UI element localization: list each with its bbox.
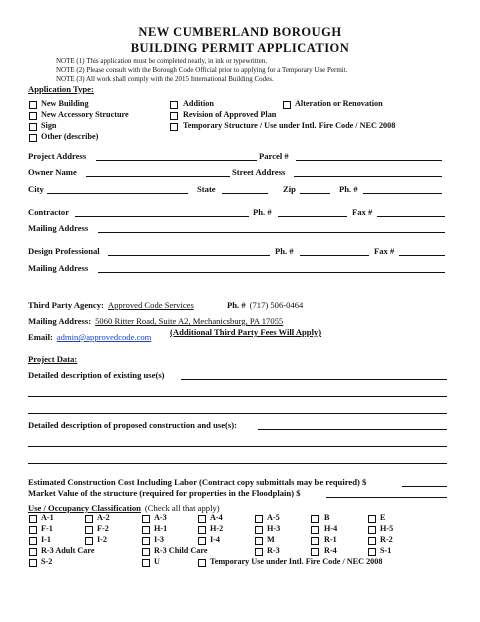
third-party-email-label: Email: <box>28 332 53 342</box>
use-a5-checkbox[interactable] <box>255 515 263 523</box>
use-i1-label: I-1 <box>41 535 52 544</box>
contractor-mailing-input[interactable] <box>98 232 445 233</box>
cost-input[interactable] <box>402 486 447 487</box>
use-a3-checkbox[interactable] <box>142 515 150 523</box>
use-e-label: E <box>380 513 386 522</box>
existing-use-input-2[interactable] <box>28 396 447 397</box>
use-u-label: U <box>154 557 160 566</box>
revision-label: Revision of Approved Plan <box>183 110 277 119</box>
use-e-checkbox[interactable] <box>368 515 376 523</box>
use-m-label: M <box>267 535 275 544</box>
use-f1-checkbox[interactable] <box>29 526 37 534</box>
use-a2-checkbox[interactable] <box>85 515 93 523</box>
use-temporary-label: Temporary Use under Intl. Fire Code / NEC 2008 <box>210 557 383 566</box>
city-label: City <box>28 184 44 194</box>
contractor-fax-label: Fax # <box>352 207 373 217</box>
use-f1-label: F-1 <box>41 524 53 533</box>
form-title: NEW CUMBERLAND BOROUGH <box>138 25 342 39</box>
new-accessory-checkbox[interactable] <box>29 112 37 120</box>
use-classification-heading: Use / Occupancy Classification <box>28 503 141 513</box>
state-input[interactable] <box>222 193 268 194</box>
use-h2-checkbox[interactable] <box>198 526 206 534</box>
design-mailing-label: Mailing Address <box>28 263 89 273</box>
use-r3-checkbox[interactable] <box>255 548 263 556</box>
project-address-input[interactable] <box>96 160 257 161</box>
use-b-label: B <box>324 513 330 522</box>
contractor-fax-input[interactable] <box>377 216 445 217</box>
use-h5-label: H-5 <box>380 524 394 533</box>
use-a4-label: A-4 <box>210 513 223 522</box>
third-party-agency-value: Approved Code Services <box>107 300 194 310</box>
proposed-use-input-1[interactable] <box>258 429 447 430</box>
market-input[interactable] <box>326 497 447 498</box>
sign-checkbox[interactable] <box>29 123 37 131</box>
project-address-label: Project Address <box>28 151 87 161</box>
use-h2-label: H-2 <box>210 524 224 533</box>
application-type-heading: Application Type: <box>28 84 94 94</box>
use-h1-checkbox[interactable] <box>142 526 150 534</box>
existing-use-input-3[interactable] <box>28 413 447 414</box>
use-r3-label: R-3 <box>267 546 280 555</box>
use-a5-label: A-5 <box>267 513 280 522</box>
contractor-mailing-label: Mailing Address <box>28 223 89 233</box>
use-r3-child-care-checkbox[interactable] <box>142 548 150 556</box>
use-f2-checkbox[interactable] <box>85 526 93 534</box>
owner-name-label: Owner Name <box>28 167 77 177</box>
street-address-label: Street Address <box>232 167 286 177</box>
sign-label: Sign <box>41 121 57 130</box>
other-label: Other (describe) <box>41 132 99 141</box>
form-subtitle: BUILDING PERMIT APPLICATION <box>130 41 350 55</box>
street-address-input[interactable] <box>294 176 442 177</box>
state-label: State <box>197 184 216 194</box>
alteration-checkbox[interactable] <box>283 101 291 109</box>
use-f2-label: F-2 <box>97 524 109 533</box>
parcel-input[interactable] <box>296 160 442 161</box>
proposed-use-input-2[interactable] <box>28 446 447 447</box>
use-i4-checkbox[interactable] <box>198 537 206 545</box>
use-r3-adult-care-label: R-3 Adult Care <box>41 546 95 555</box>
zip-input[interactable] <box>300 193 330 194</box>
new-accessory-label: New Accessory Structure <box>41 110 129 119</box>
use-h3-checkbox[interactable] <box>255 526 263 534</box>
design-professional-label: Design Professional <box>28 246 100 256</box>
note-1: NOTE (1) This application must be completed neatly, in ink or typewritten. <box>56 57 268 65</box>
design-fax-label: Fax # <box>374 246 395 256</box>
third-party-mailing-value: 5060 Ritter Road, Suite A2, Mechanicsburg, PA 17055 <box>95 316 284 326</box>
cost-label: Estimated Construction Cost Including Labor <box>28 477 197 487</box>
use-i3-checkbox[interactable] <box>142 537 150 545</box>
use-classification-row <box>28 498 220 516</box>
design-fax-input[interactable] <box>399 255 445 256</box>
use-a1-label: A-1 <box>41 513 54 522</box>
use-a3-label: A-3 <box>154 513 167 522</box>
use-m-checkbox[interactable] <box>255 537 263 545</box>
addition-checkbox[interactable] <box>170 101 178 109</box>
zip-label: Zip <box>283 184 296 194</box>
use-u-checkbox[interactable] <box>142 559 150 567</box>
existing-use-label: Detailed description of existing use(s) <box>28 370 165 380</box>
addition-label: Addition <box>183 99 214 108</box>
design-professional-input[interactable] <box>108 255 270 256</box>
proposed-use-label: Detailed description of proposed construction and use(s): <box>28 420 237 430</box>
city-input[interactable] <box>47 193 188 194</box>
use-s2-label: S-2 <box>41 557 53 566</box>
use-s2-checkbox[interactable] <box>29 559 37 567</box>
new-building-checkbox[interactable] <box>29 101 37 109</box>
parcel-label: Parcel # <box>259 151 289 161</box>
note-3: NOTE (3) All work shall comply with the 2015 International Building Codes. <box>56 75 274 83</box>
use-h5-checkbox[interactable] <box>368 526 376 534</box>
phone-label: Ph. # <box>339 184 358 194</box>
use-r3-child-care-label: R-3 Child Care <box>154 546 208 555</box>
use-r2-label: R-2 <box>380 535 393 544</box>
contractor-phone-label: Ph. # <box>253 207 272 217</box>
use-s1-checkbox[interactable] <box>368 548 376 556</box>
use-i4-label: I-4 <box>210 535 221 544</box>
use-i3-label: I-3 <box>154 535 165 544</box>
use-h4-label: H-4 <box>324 524 338 533</box>
phone-input[interactable] <box>363 193 442 194</box>
third-party-mailing-label: Mailing Address: <box>28 316 92 326</box>
proposed-use-input-3[interactable] <box>28 463 447 464</box>
third-party-email-link[interactable]: admin@approvedcode.com <box>56 332 152 342</box>
cost-row <box>28 477 366 487</box>
third-party-agency-label: Third Party Agency: <box>28 300 104 310</box>
third-party-phone-value: (717) 506-0464 <box>249 300 304 310</box>
use-a4-checkbox[interactable] <box>198 515 206 523</box>
use-b-checkbox[interactable] <box>311 515 319 523</box>
existing-use-input-1[interactable] <box>181 379 447 380</box>
use-i2-label: I-2 <box>97 535 108 544</box>
use-temporary-checkbox[interactable] <box>198 559 206 567</box>
contractor-input[interactable] <box>75 216 249 217</box>
use-r1-label: R-1 <box>324 535 337 544</box>
owner-name-input[interactable] <box>86 176 230 177</box>
use-r3-adult-care-checkbox[interactable] <box>29 548 37 556</box>
temp-structure-label: Temporary Structure / Use under Intl. Fire Code / NEC 2008 <box>183 121 396 130</box>
temp-structure-checkbox[interactable] <box>170 123 178 131</box>
new-building-label: New Building <box>41 99 89 108</box>
use-classification-note: (Check all that apply) <box>144 503 220 513</box>
third-party-email-row <box>28 327 151 345</box>
third-party-phone-label: Ph. # <box>227 300 246 310</box>
use-s1-label: S-1 <box>380 546 392 555</box>
third-party-fees-note: (Additional Third Party Fees Will Apply) <box>170 327 322 337</box>
alteration-label: Alteration or Renovation <box>295 99 383 108</box>
use-h1-label: H-1 <box>154 524 168 533</box>
use-i1-checkbox[interactable] <box>29 537 37 545</box>
use-r2-checkbox[interactable] <box>368 537 376 545</box>
note-2: NOTE (2) Please consult with the Borough Code Official prior to applying for a Temporary Use Permit. <box>56 66 348 74</box>
use-h3-label: H-3 <box>267 524 281 533</box>
use-a1-checkbox[interactable] <box>29 515 37 523</box>
use-h4-checkbox[interactable] <box>311 526 319 534</box>
other-checkbox[interactable] <box>29 134 37 142</box>
project-data-heading: Project Data: <box>28 354 78 364</box>
use-r1-checkbox[interactable] <box>311 537 319 545</box>
design-phone-label: Ph. # <box>275 246 294 256</box>
cost-note: (Contract copy submittals may be required) <box>199 477 360 487</box>
market-currency: $ <box>296 488 301 498</box>
use-i2-checkbox[interactable] <box>85 537 93 545</box>
use-r4-label: R-4 <box>324 546 337 555</box>
market-row <box>28 488 301 498</box>
revision-checkbox[interactable] <box>170 112 178 120</box>
contractor-label: Contractor <box>28 207 70 217</box>
market-label: Market Value of the structure (required for properties in the Floodplain) <box>28 488 295 498</box>
cost-currency: $ <box>362 477 367 487</box>
contractor-phone-input[interactable] <box>278 216 347 217</box>
design-phone-input[interactable] <box>300 255 369 256</box>
design-mailing-input[interactable] <box>98 272 445 273</box>
use-a2-label: A-2 <box>97 513 110 522</box>
use-r4-checkbox[interactable] <box>311 548 319 556</box>
